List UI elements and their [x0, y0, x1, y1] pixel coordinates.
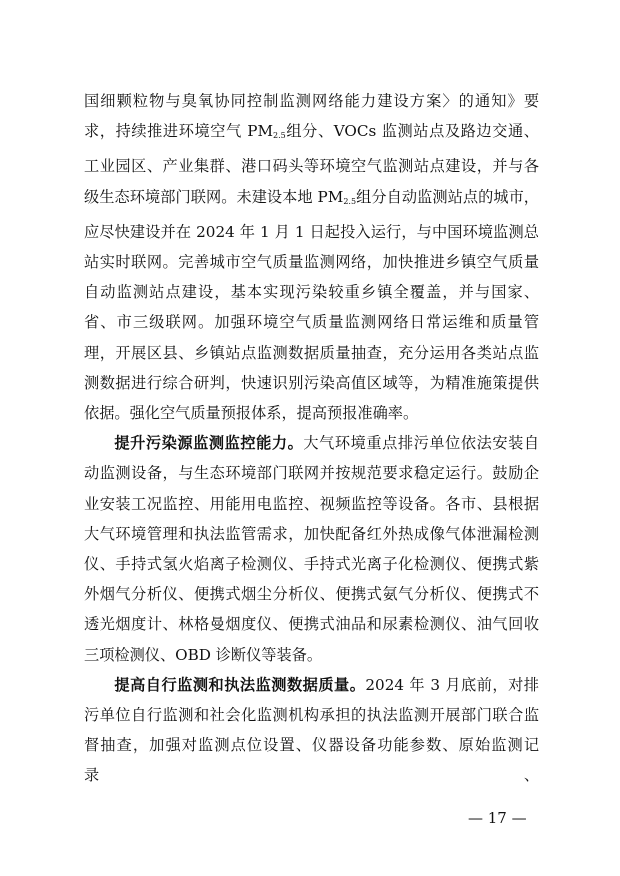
paragraph-text: 2024 年 3 月底前，对排污单位自行监测和社会化监测机构承担的执法监测开展部门联合监督抽查，加强对监测点位设置、仪器设备功能参数、原始监测记录、 [84, 675, 539, 785]
paragraph-text: 国细颗粒物与臭氧协同控制监测网络能力建设方案〉的通知》要求，持续推进环境空气 PM [84, 92, 539, 141]
paragraph-lead-heading: 提升污染源监测监控能力。 [114, 434, 304, 453]
paragraph-pollution-source-monitoring [84, 428, 539, 670]
pm-subscript: 2.5 [343, 196, 357, 206]
paragraph-data-quality [84, 670, 539, 791]
paragraph-text: 组分自动监测站点的城市，应尽快建设并在 2024 年 1 月 1 日起投入运行，与中国环境监测总站实时联网。完善城市空气质量监测网络，加快推进乡镇空气质量自动监测站点建设，基本实现污染较重乡镇全覆盖，并与国家、省、市三级联网。加强环境空气质量监测网络日常运维和质量管理，开展区县、乡镇站点监测数据质量抽查，充分运用各类站点监测数据进行综合研判，快速识别污染高值区域等，为精准施策提供依据。强化空气质量预报体系，提高预报准确率。 [84, 187, 539, 423]
paragraph-lead-heading: 提高自行监测和执法监测数据质量。 [114, 675, 366, 694]
page-number: — 17 — [468, 809, 527, 827]
pm-subscript: 2.5 [273, 131, 286, 141]
paragraph-text: 大气环境重点排污单位依法安装自动监测设备，与生态环境部门联网并按规范要求稳定运行。鼓励企业安装工况监控、用能用电监控、视频监控等设备。各市、县根据大气环境管理和执法监管需求，加快配备红外热成像气体泄漏检测仪、手持式氢火焰离子检测仪、手持式光离子化检测仪、便携式紫外烟气分析仪、便携式烟尘分析仪、便携式氨气分析仪、便携式不透光烟度计、林格曼烟度仪、便携式油品和尿素检测仪、油气回收三项检测仪、OBD 诊断仪等装备。 [84, 434, 540, 664]
paragraph-text: 组分、VOCs 监测站点及路边交通、工业园区、产业集群、港口码头等环境空气监测站点建设，并与各级生态环境部门联网。未建设本地 PM [84, 122, 539, 206]
body-text [84, 86, 539, 791]
paragraph-monitoring-network [84, 86, 539, 428]
